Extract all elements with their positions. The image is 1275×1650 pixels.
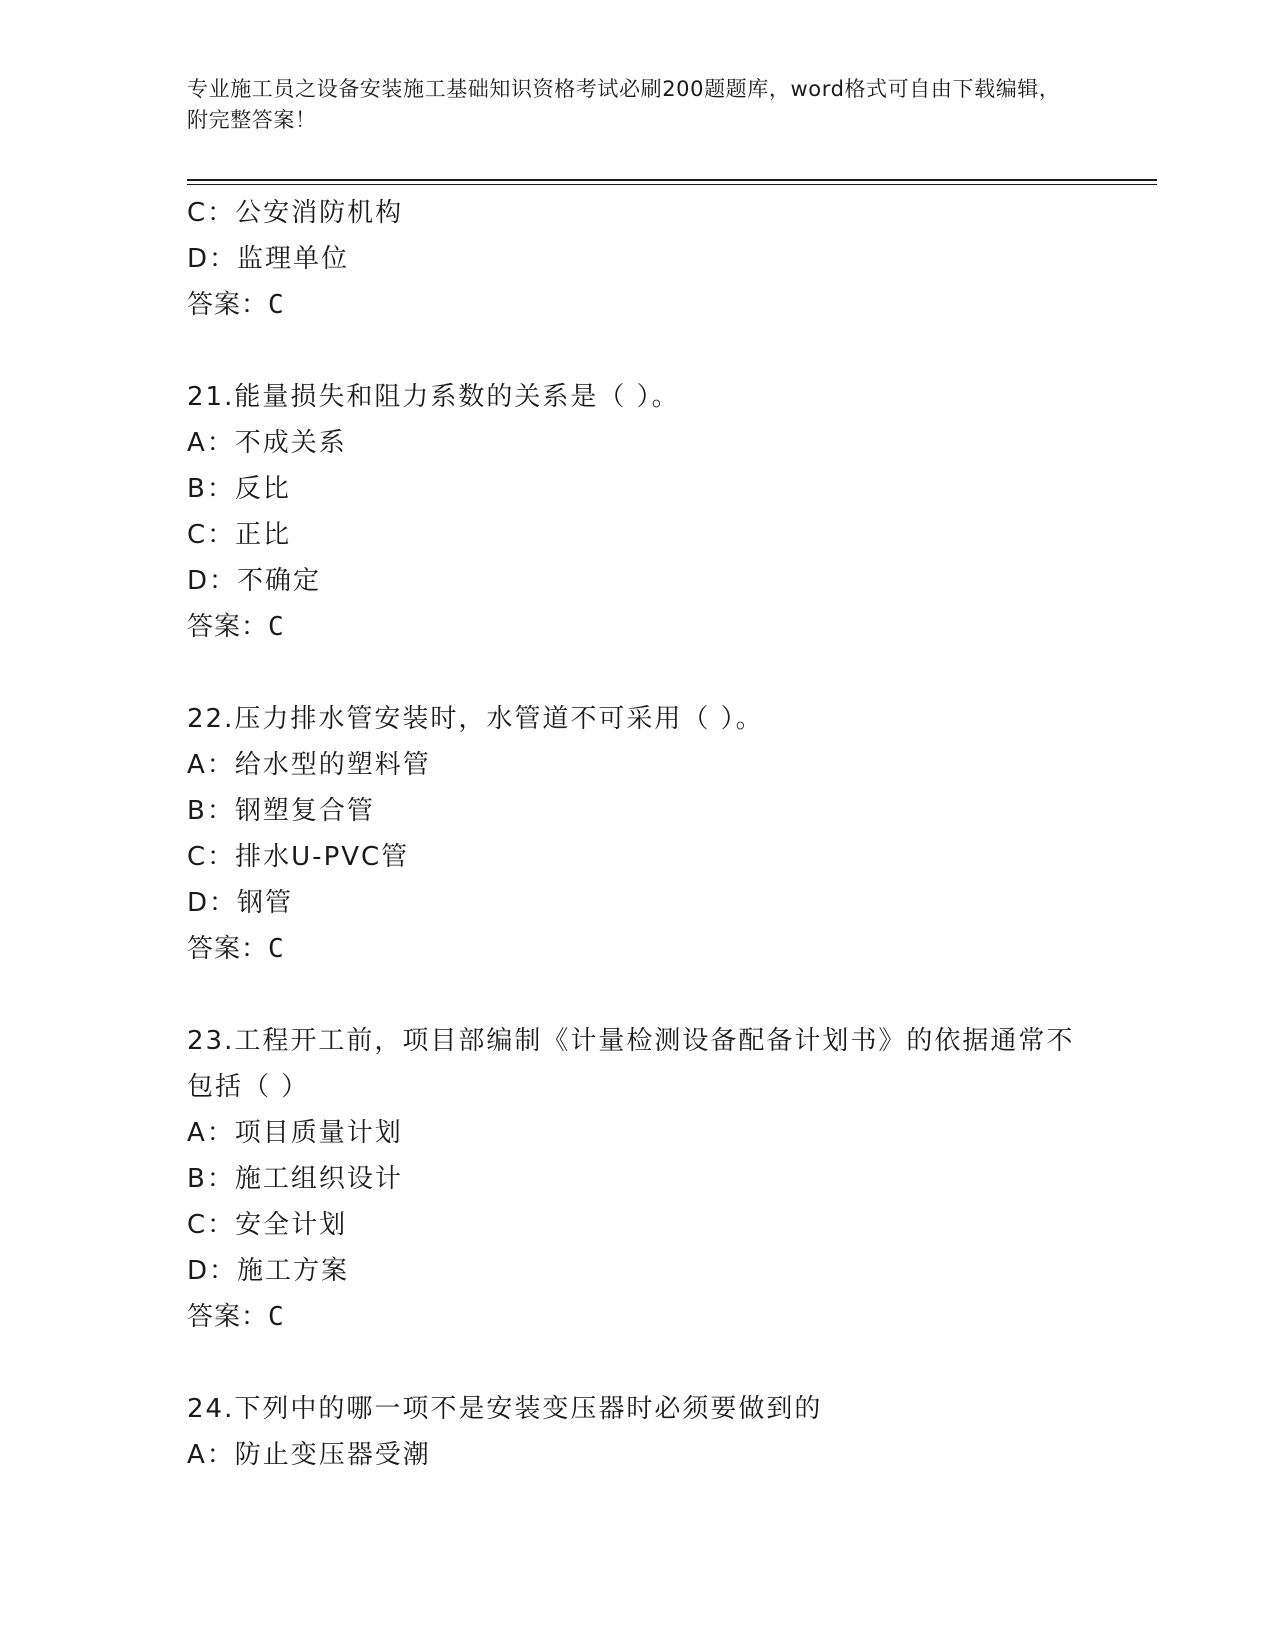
page-header (187, 74, 1067, 136)
question-text: 24.下列中的哪一项不是安装变压器时必须要做到的 (187, 1394, 823, 1424)
question-text: 21.能量损失和阻力系数的关系是（ ）。 (187, 382, 680, 412)
spacer (187, 1340, 1087, 1386)
option-a: A：不成关系 (187, 428, 347, 458)
question-text: 23.工程开工前，项目部编制《计量检测设备配备计划书》的依据通常不包括（ ） (187, 1026, 1075, 1102)
option-a: A：防止变压器受潮 (187, 1440, 431, 1470)
question-block-22 (187, 696, 1087, 972)
header-rule-thick (187, 179, 1157, 181)
spacer (187, 972, 1087, 1018)
answer-line: 答案：C (187, 612, 285, 642)
option-d: D：钢管 (187, 888, 294, 918)
option-d: D：不确定 (187, 566, 322, 596)
question-text: 22.压力排水管安装时，水管道不可采用（ ）。 (187, 704, 764, 734)
option-b: B：钢塑复合管 (187, 796, 375, 826)
spacer (187, 328, 1087, 374)
answer-line: 答案：C (187, 290, 285, 320)
option-a: A：项目质量计划 (187, 1118, 403, 1148)
question-block-21 (187, 374, 1087, 650)
option-a: A：给水型的塑料管 (187, 750, 431, 780)
option-b: B：反比 (187, 474, 291, 504)
question-block-prev (187, 190, 1087, 328)
option-c: C：公安消防机构 (187, 198, 404, 228)
option-c: C：排水U-PVC管 (187, 842, 410, 872)
spacer (187, 650, 1087, 696)
option-c: C：正比 (187, 520, 292, 550)
answer-line: 答案：C (187, 1302, 285, 1332)
option-d: D：监理单位 (187, 244, 350, 274)
option-c: C：安全计划 (187, 1210, 348, 1240)
question-list (187, 190, 1087, 1478)
answer-line: 答案：C (187, 934, 285, 964)
option-b: B：施工组织设计 (187, 1164, 403, 1194)
option-d: D：施工方案 (187, 1256, 350, 1286)
header-text: 专业施工员之设备安装施工基础知识资格考试必刷200题题库，word格式可自由下载编辑，附完整答案！ (187, 77, 1061, 132)
header-rule-thin (187, 184, 1157, 185)
question-block-24 (187, 1386, 1087, 1478)
question-block-23 (187, 1018, 1087, 1340)
